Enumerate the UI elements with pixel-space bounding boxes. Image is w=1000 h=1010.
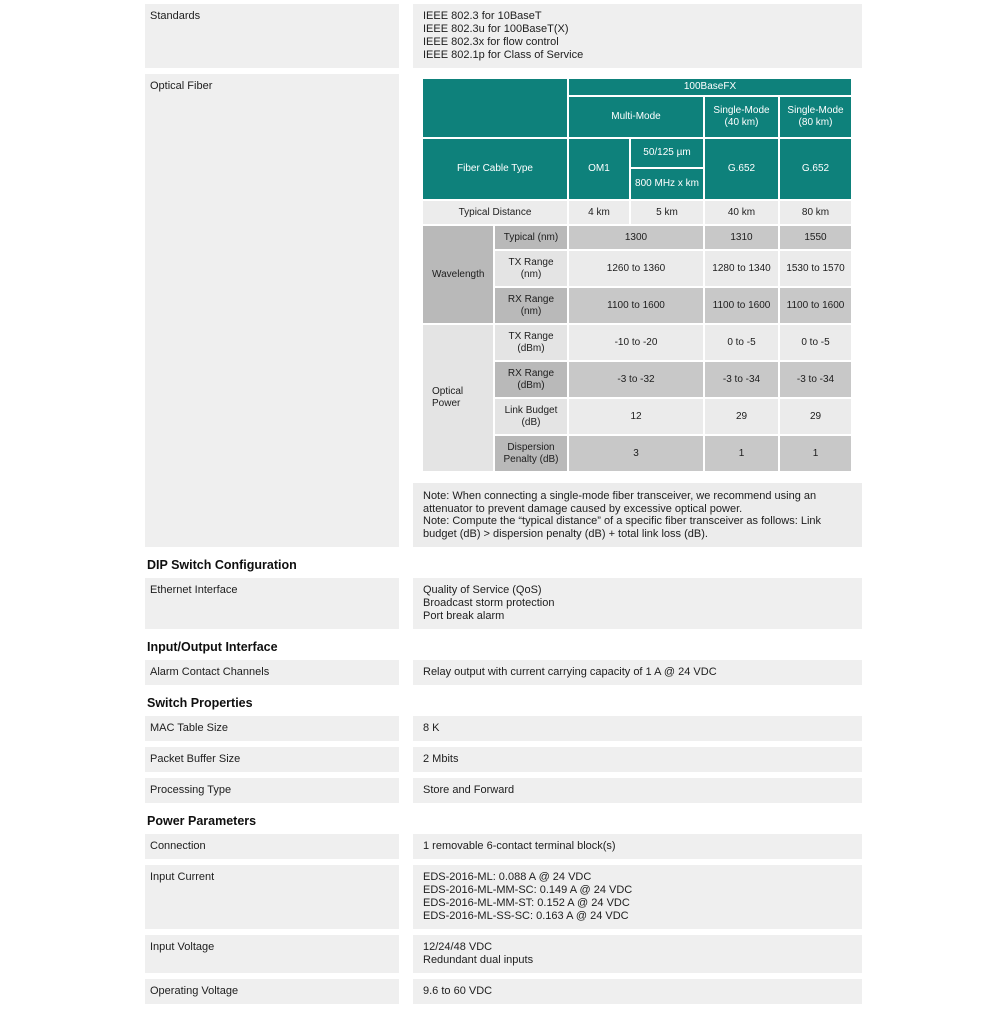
row-value bbox=[413, 660, 862, 685]
value-cell: 1100 to 1600 bbox=[780, 288, 851, 323]
row-label: Typical (nm) bbox=[495, 226, 567, 249]
row-label: Alarm Contact Channels bbox=[145, 660, 399, 685]
row-label: Ethernet Interface bbox=[145, 578, 399, 629]
value-line: 8 K bbox=[423, 722, 440, 734]
value-line: 9.6 to 60 VDC bbox=[423, 985, 493, 997]
row-label: TX Range (dBm) bbox=[495, 325, 567, 360]
cell-single-mode-40: Single-Mode (40 km) bbox=[705, 97, 778, 137]
value-line: 2 Mbits bbox=[423, 753, 459, 765]
value-cell: 1530 to 1570 bbox=[780, 251, 851, 286]
value-cell: 0 to -5 bbox=[780, 325, 851, 360]
row-label: RX Range (dBm) bbox=[495, 362, 567, 397]
typical-distance-label: Typical Distance bbox=[423, 201, 567, 224]
value-cell: 1 bbox=[705, 436, 778, 471]
row-label: Packet Buffer Size bbox=[145, 747, 399, 772]
cell-om1: OM1 bbox=[569, 139, 629, 199]
typical-distance-value: 80 km bbox=[780, 201, 851, 224]
note: Note: When connecting a single-mode fiber transceiver, we recommend using an attenuator to prevent damage caused by excessive optical power. bbox=[423, 490, 817, 515]
spec-row-input-current bbox=[145, 865, 862, 929]
row-value bbox=[413, 834, 862, 859]
row-label: Input Voltage bbox=[145, 935, 399, 973]
spec-row-input-voltage bbox=[145, 935, 862, 973]
value-cell: -3 to -34 bbox=[705, 362, 778, 397]
value-cell: 29 bbox=[780, 399, 851, 434]
cell-fiber-cable-type: Fiber Cable Type bbox=[423, 139, 567, 199]
typical-distance-value: 4 km bbox=[569, 201, 629, 224]
value-cell: 1300 bbox=[569, 226, 703, 249]
cell-single-mode-80: Single-Mode (80 km) bbox=[780, 97, 851, 137]
optical-fiber-label: Optical Fiber bbox=[145, 74, 399, 547]
row-value bbox=[413, 747, 862, 772]
standards-value bbox=[413, 4, 862, 68]
spec-row-mac-table-size bbox=[145, 716, 862, 741]
row-label: Processing Type bbox=[145, 778, 399, 803]
section-heading-switch-properties: Switch Properties bbox=[147, 696, 253, 710]
value-cell: 0 to -5 bbox=[705, 325, 778, 360]
value-cell: -3 to -32 bbox=[569, 362, 703, 397]
value-cell: 1100 to 1600 bbox=[705, 288, 778, 323]
fiber-notes bbox=[413, 483, 862, 547]
note: Note: Compute the “typical distance” of a specific fiber transceiver as follows: Link budget (dB) > dispersion penalty (dB) + total link loss (dB). bbox=[423, 515, 822, 540]
spec-row-alarm-contact bbox=[145, 660, 862, 685]
row-label: Operating Voltage bbox=[145, 979, 399, 1004]
spec-row-optical-fiber bbox=[145, 74, 862, 547]
value-cell: 1550 bbox=[780, 226, 851, 249]
spec-row-packet-buffer-size bbox=[145, 747, 862, 772]
section-heading-dip-switch: DIP Switch Configuration bbox=[147, 558, 297, 572]
cell-g652-40: G.652 bbox=[705, 139, 778, 199]
row-label: Input Current bbox=[145, 865, 399, 929]
value-line: EDS-2016-ML-SS-SC: 0.163 A @ 24 VDC bbox=[423, 910, 629, 922]
standards-line: IEEE 802.3u for 100BaseT(X) bbox=[423, 23, 569, 35]
value-line: Relay output with current carrying capacity of 1 A @ 24 VDC bbox=[423, 666, 717, 678]
spec-row-connection bbox=[145, 834, 862, 859]
spec-sheet bbox=[145, 4, 862, 1010]
row-label: TX Range (nm) bbox=[495, 251, 567, 286]
row-value bbox=[413, 865, 862, 929]
optical-fiber-value bbox=[413, 74, 862, 547]
row-label: Dispersion Penalty (dB) bbox=[495, 436, 567, 471]
value-line: Broadcast storm protection bbox=[423, 597, 555, 609]
value-cell: 1100 to 1600 bbox=[569, 288, 703, 323]
spec-row-processing-type bbox=[145, 778, 862, 803]
value-line: Port break alarm bbox=[423, 610, 505, 622]
spec-row-standards bbox=[145, 4, 862, 68]
row-value bbox=[413, 935, 862, 973]
value-cell: 1310 bbox=[705, 226, 778, 249]
row-label: RX Range (nm) bbox=[495, 288, 567, 323]
cell-100basefx: 100BaseFX bbox=[569, 79, 851, 95]
standards-line: IEEE 802.3x for flow control bbox=[423, 36, 559, 48]
cell-800mhz: 800 MHz x km bbox=[631, 169, 703, 199]
row-value bbox=[413, 578, 862, 629]
value-line: 1 removable 6-contact terminal block(s) bbox=[423, 840, 616, 852]
row-label: Link Budget (dB) bbox=[495, 399, 567, 434]
spec-row-operating-voltage bbox=[145, 979, 862, 1004]
value-line: 12/24/48 VDC bbox=[423, 941, 493, 953]
spec-row-ethernet-interface bbox=[145, 578, 862, 629]
value-cell: -3 to -34 bbox=[780, 362, 851, 397]
row-value bbox=[413, 716, 862, 741]
cell-50-125um: 50/125 µm bbox=[631, 139, 703, 167]
typical-distance-value: 40 km bbox=[705, 201, 778, 224]
standards-line: IEEE 802.1p for Class of Service bbox=[423, 49, 584, 61]
wavelength-group-label: Wavelength bbox=[423, 226, 493, 323]
value-cell: 1260 to 1360 bbox=[569, 251, 703, 286]
value-cell: 29 bbox=[705, 399, 778, 434]
section-heading-power-parameters: Power Parameters bbox=[147, 814, 257, 828]
value-line: Store and Forward bbox=[423, 784, 515, 796]
value-line: Redundant dual inputs bbox=[423, 954, 534, 966]
value-cell: -10 to -20 bbox=[569, 325, 703, 360]
section-heading-io-interface: Input/Output Interface bbox=[147, 640, 278, 654]
optical-power-group-label: Optical Power bbox=[423, 325, 493, 471]
value-line: EDS-2016-ML-MM-SC: 0.149 A @ 24 VDC bbox=[423, 884, 633, 896]
value-line: Quality of Service (QoS) bbox=[423, 584, 542, 596]
value-line: EDS-2016-ML: 0.088 A @ 24 VDC bbox=[423, 871, 592, 883]
row-value bbox=[413, 778, 862, 803]
value-cell: 3 bbox=[569, 436, 703, 471]
value-cell: 12 bbox=[569, 399, 703, 434]
value-cell: 1280 to 1340 bbox=[705, 251, 778, 286]
row-label: Connection bbox=[145, 834, 399, 859]
standards-line: IEEE 802.3 for 10BaseT bbox=[423, 10, 542, 22]
value-cell: 1 bbox=[780, 436, 851, 471]
cell-multi-mode: Multi-Mode bbox=[569, 97, 703, 137]
cell-g652-80: G.652 bbox=[780, 139, 851, 199]
row-value bbox=[413, 979, 862, 1004]
row-label: MAC Table Size bbox=[145, 716, 399, 741]
typical-distance-value: 5 km bbox=[631, 201, 703, 224]
corner-cell bbox=[423, 79, 567, 137]
fiber-spec-table bbox=[421, 77, 853, 473]
value-line: EDS-2016-ML-MM-ST: 0.152 A @ 24 VDC bbox=[423, 897, 630, 909]
standards-label: Standards bbox=[145, 4, 399, 68]
